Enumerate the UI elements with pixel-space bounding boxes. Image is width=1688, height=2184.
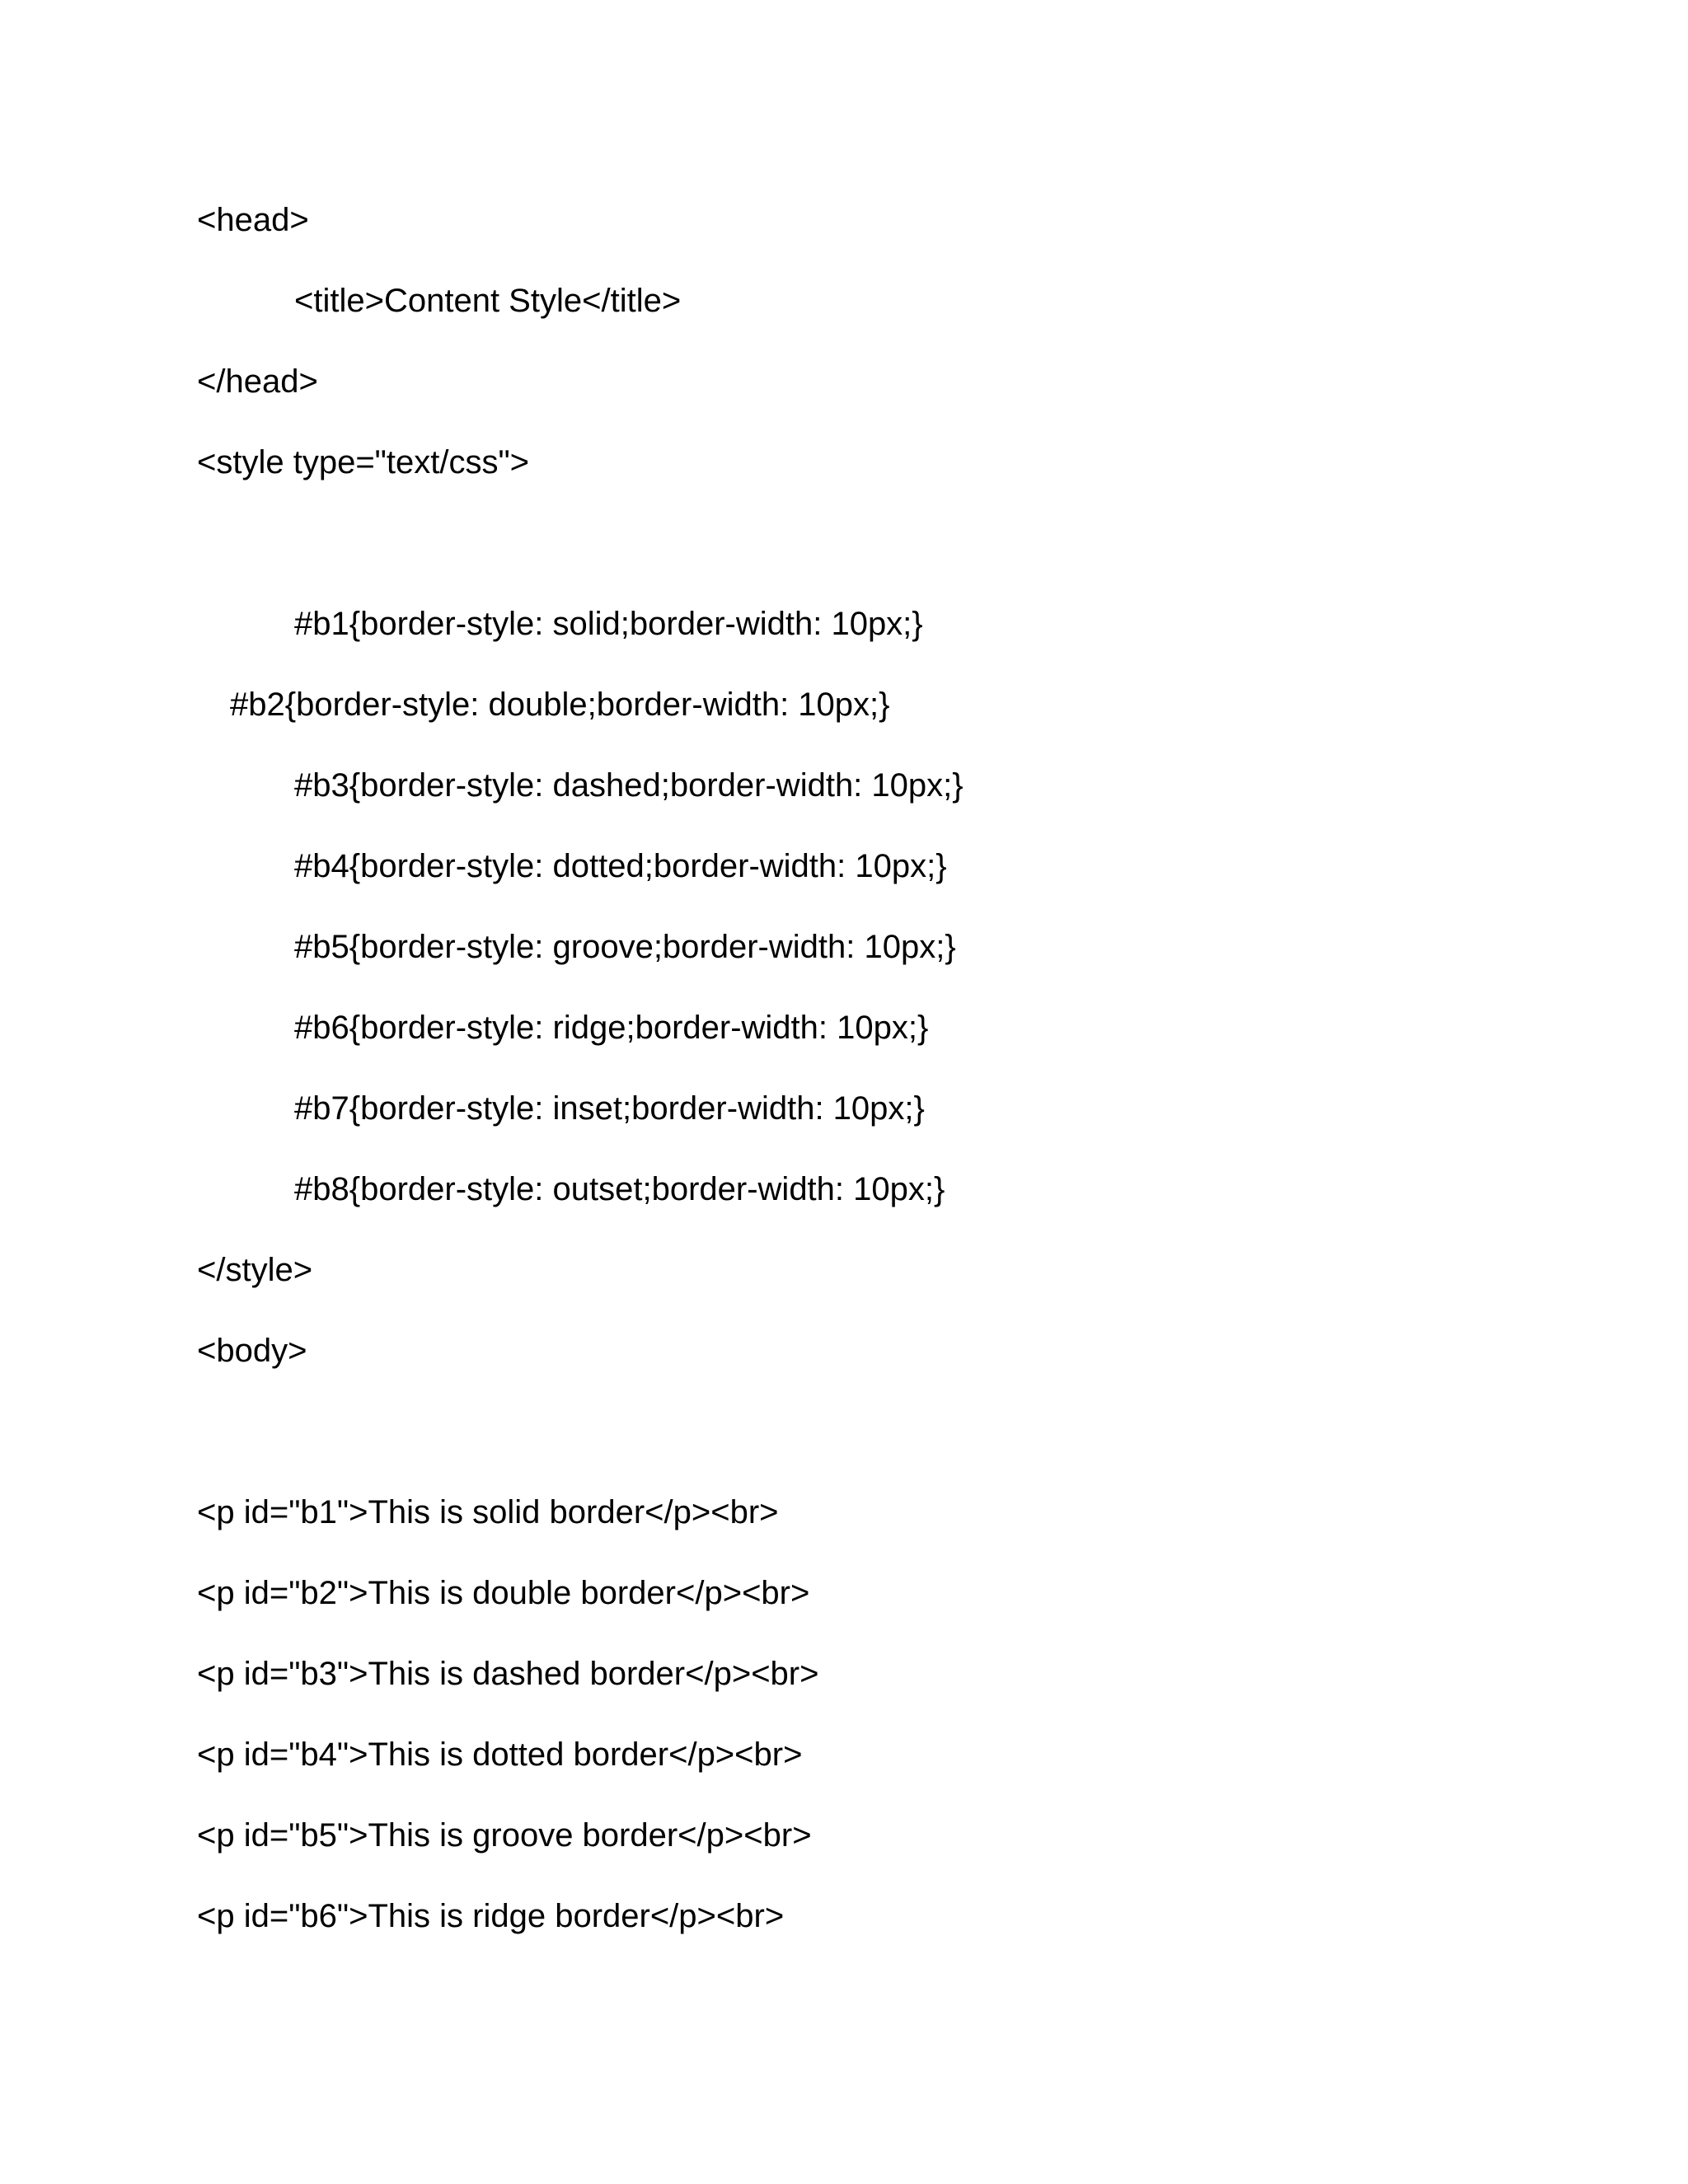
code-line-p-b5: <p id="b5">This is groove border</p><br> (197, 1817, 812, 1854)
code-line-b2-rule: #b2{border-style: double;border-width: 10px;} (230, 687, 890, 723)
code-line-b4-rule: #b4{border-style: dotted;border-width: 10px;} (294, 848, 947, 884)
code-line-b5-rule: #b5{border-style: groove;border-width: 10px;} (294, 929, 956, 965)
code-line-style-open: <style type="text/css"> (197, 444, 530, 480)
code-line-p-b1: <p id="b1">This is solid border</p><br> (197, 1494, 779, 1530)
code-line-head-open: <head> (197, 202, 309, 238)
code-line-p-b6: <p id="b6">This is ridge border</p><br> (197, 1898, 785, 1934)
code-line-title: <title>Content Style</title> (294, 283, 682, 319)
code-line-p-b2: <p id="b2">This is double border</p><br> (197, 1575, 810, 1611)
code-line-p-b4: <p id="b4">This is dotted border</p><br> (197, 1736, 803, 1773)
code-line-head-close: </head> (197, 363, 318, 400)
code-line-p-b3: <p id="b3">This is dashed border</p><br> (197, 1656, 819, 1692)
code-line-b3-rule: #b3{border-style: dashed;border-width: 10px;} (294, 767, 964, 804)
code-line-b8-rule: #b8{border-style: outset;border-width: 10px;} (294, 1171, 945, 1207)
code-line-b7-rule: #b7{border-style: inset;border-width: 10px;} (294, 1090, 925, 1127)
code-line-body-open: <body> (197, 1333, 307, 1369)
code-line-b1-rule: #b1{border-style: solid;border-width: 10px;} (294, 606, 923, 642)
code-line-style-close: </style> (197, 1252, 313, 1288)
code-line-b6-rule: #b6{border-style: ridge;border-width: 10px;} (294, 1010, 929, 1046)
